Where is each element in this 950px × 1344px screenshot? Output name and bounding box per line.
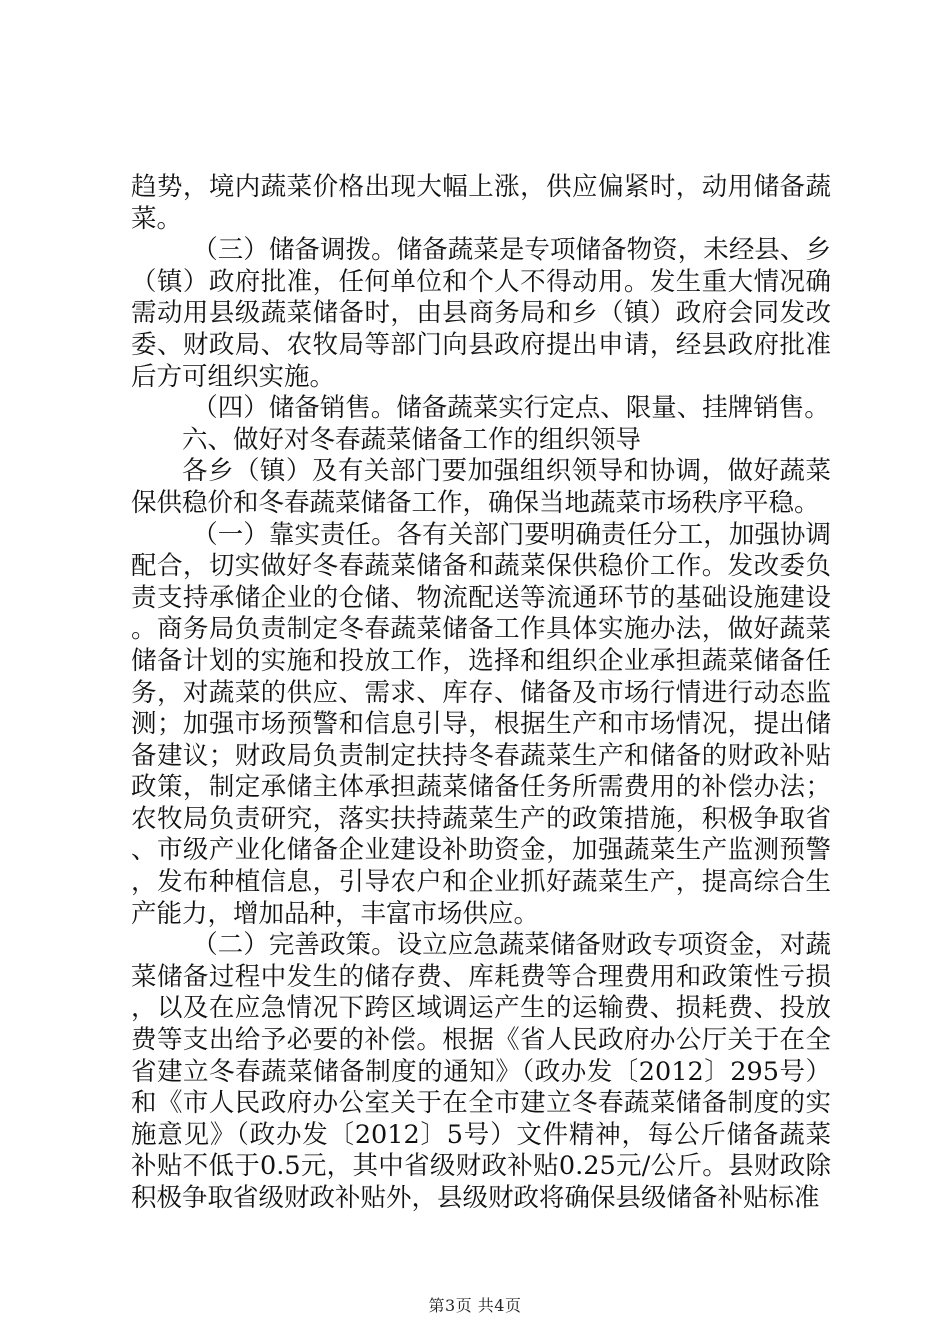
section-heading-organization: 六、做好对冬春蔬菜储备工作的组织领导 (182, 424, 642, 455)
paragraph-continuation: 趋势，境内蔬菜价格出现大幅上涨，供应偏紧时，动用储备蔬菜。 (131, 172, 831, 234)
paragraph-policy: （二）完善政策。设立应急蔬菜储备财政专项资金，对蔬菜储备过程中发生的储存费、库耗费等合理费用和政策性亏损，以及在应急情况下跨区域调运产生的运输费、损耗费、投放费等支出给予必要的补偿。根据《省人民政府办公厅关于在全省建立冬春蔬菜储备制度的通知》（政办发〔2012〕295号）和《市人民政府办公室关于在全市建立冬春蔬菜储备制度的实施意见》（政办发〔2012〕5号）文件精神，每公斤储备蔬菜补贴不低于0.5元，其中省级财政补贴0.25元/公斤。县财政除积极争取省级财政补贴外，县级财政将确保县级储备补贴标准 (131, 930, 831, 1213)
paragraph-responsibilities: （一）靠实责任。各有关部门要明确责任分工，加强协调配合，切实做好冬春蔬菜储备和蔬菜保供稳价工作。发改委负责支持承储企业的仓储、物流配送等流通环节的基础设施建设。商务局负责制定冬春蔬菜储备工作具体实施办法，做好蔬菜储备计划的实施和投放工作，选择和组织企业承担蔬菜储备任务，对蔬菜的供应、需求、库存、储备及市场行情进行动态监测；加强市场预警和信息引导，根据生产和市场情况，提出储备建议；财政局负责制定扶持冬春蔬菜生产和储备的财政补贴政策，制定承储主体承担蔬菜储备任务所需费用的补偿办法；农牧局负责研究，落实扶持蔬菜生产的政策措施，积极争取省、市级产业化储备企业建设补助资金，加强蔬菜生产监测预警，发布种植信息，引导农户和企业抓好蔬菜生产，提高综合生产能力，增加品种，丰富市场供应。 (131, 519, 831, 929)
document-body (131, 172, 831, 1215)
page-footer (0, 1293, 950, 1316)
paragraph-organization-intro: 各乡（镇）及有关部门要加强组织领导和协调，做好蔬菜保供稳价和冬春蔬菜储备工作，确保当地蔬菜市场秩序平稳。 (131, 456, 831, 518)
paragraph-reserve-sales: （四）储备销售。储备蔬菜实行定点、限量、挂牌销售。 (192, 393, 830, 424)
paragraph-reserve-allocation: （三）储备调拨。储备蔬菜是专项储备物资，未经县、乡（镇）政府批准，任何单位和个人不得动用。发生重大情况确需动用县级蔬菜储备时，由县商务局和乡（镇）政府会同发改委、财政局、农牧局等部门向县政府提出申请，经县政府批准后方可组织实施。 (131, 235, 831, 392)
page-number-label: 第3页 共4页 (428, 1296, 522, 1315)
